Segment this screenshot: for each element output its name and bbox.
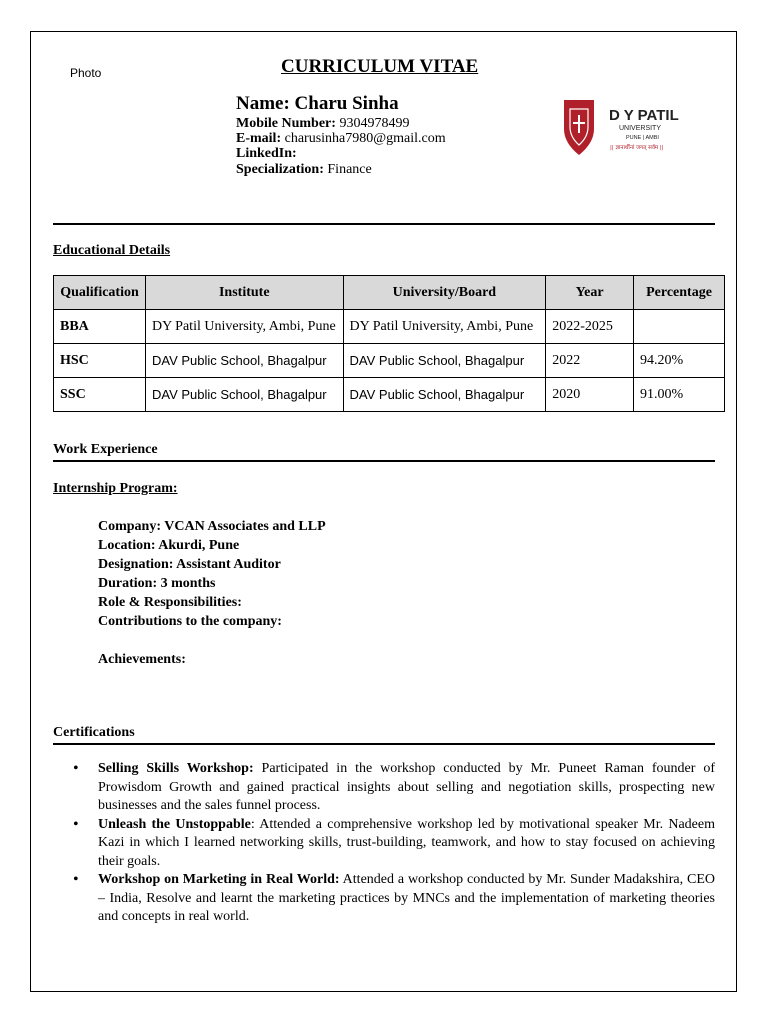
cert-title: Unleash the Unstoppable (98, 816, 251, 832)
work-divider (53, 460, 715, 462)
bullet-icon: • (73, 871, 79, 888)
column-header: University/Board (343, 276, 546, 310)
institute-cell: DAV Public School, Bhagalpur (145, 344, 343, 378)
mobile-value: 9304978499 (335, 116, 410, 131)
board-cell: DAV Public School, Bhagalpur (343, 344, 546, 378)
email-line (236, 131, 446, 147)
logo-sub: UNIVERSITY (619, 125, 662, 132)
shield-icon (550, 93, 706, 157)
mobile-line (236, 116, 409, 132)
percentage-cell: 91.00% (634, 378, 725, 412)
specialization-line (236, 162, 372, 178)
mobile-label: Mobile Number: (236, 116, 336, 131)
specialization-value: Finance (323, 162, 372, 177)
year-cell: 2022 (546, 344, 634, 378)
list-item (53, 760, 715, 816)
percentage-cell (634, 310, 725, 344)
duration-line: Duration: 3 months (98, 576, 216, 591)
university-logo (550, 93, 706, 157)
linkedin-line (236, 146, 297, 162)
certifications-divider (53, 743, 715, 745)
table-row (54, 310, 725, 344)
institute-cell: DY Patil University, Ambi, Pune (145, 310, 343, 344)
email-label: E-mail: (236, 131, 282, 146)
list-item (53, 816, 715, 872)
list-item (53, 871, 715, 927)
table-header-row (54, 276, 725, 310)
qualification-cell: SSC (54, 378, 146, 412)
column-header: Institute (145, 276, 343, 310)
contributions-line: Contributions to the company: (98, 614, 282, 629)
cert-text: : Attended a comprehensive workshop led by motivational speaker Mr. Nadeem Kazi in which I learned networking skills, trust-building, teamwork, and how to stay focused on achieving their goals. (98, 816, 715, 869)
bullet-icon: • (73, 760, 79, 777)
table-row (54, 378, 725, 412)
logo-motto: || ज्ञानार्थीनां जगत् सर्वम || (610, 145, 664, 151)
roles-line: Role & Responsibilities: (98, 595, 242, 610)
document-title: CURRICULUM VITAE (281, 56, 479, 77)
board-cell: DY Patil University, Ambi, Pune (343, 310, 546, 344)
logo-brand: D Y PATIL (609, 107, 679, 124)
cert-title: Selling Skills Workshop: (98, 761, 254, 776)
logo-location: PUNE | AMBI (626, 135, 659, 141)
table-row (54, 344, 725, 378)
column-header: Percentage (634, 276, 725, 310)
linkedin-label: LinkedIn: (236, 146, 297, 161)
education-heading: Educational Details (53, 243, 171, 258)
specialization-label: Specialization: (236, 162, 324, 177)
education-table (53, 275, 725, 412)
certifications-list (53, 760, 715, 927)
header-divider (53, 223, 715, 225)
column-header: Year (546, 276, 634, 310)
board-cell: DAV Public School, Bhagalpur (343, 378, 546, 412)
spacer (98, 631, 326, 650)
cert-text: Participated in the workshop conducted by Mr. Puneet Raman founder of Prowisdom Growth and gained practical insights about selling and negotiation skills, prospecting new businesses and the sales funnel process. (98, 761, 715, 813)
internship-details (98, 517, 326, 669)
bullet-icon: • (73, 815, 79, 833)
year-cell: 2022-2025 (546, 310, 634, 344)
year-cell: 2020 (546, 378, 634, 412)
achievements-line: Achievements: (98, 652, 186, 667)
email-value: charusinha7980@gmail.com (281, 131, 446, 146)
qualification-cell: BBA (54, 310, 146, 344)
photo-placeholder: Photo (70, 66, 102, 80)
company-line: Company: VCAN Associates and LLP (98, 519, 326, 534)
designation-line: Designation: Assistant Auditor (98, 557, 281, 572)
work-experience-heading: Work Experience (53, 442, 158, 457)
internship-heading: Internship Program: (53, 481, 178, 496)
certifications-heading: Certifications (53, 725, 135, 740)
column-header: Qualification (54, 276, 146, 310)
cert-text: Attended a workshop conducted by Mr. Sunder Madakshira, CEO – India, Resolve and learnt the marketing practices by MNCs and the implementation of marketing theories and concepts in real world. (98, 872, 716, 924)
percentage-cell: 94.20% (634, 344, 725, 378)
institute-cell: DAV Public School, Bhagalpur (145, 378, 343, 412)
location-line: Location: Akurdi, Pune (98, 538, 240, 553)
cert-title: Workshop on Marketing in Real World: (98, 872, 340, 887)
qualification-cell: HSC (54, 344, 146, 378)
candidate-name: Name: Charu Sinha (236, 93, 399, 114)
